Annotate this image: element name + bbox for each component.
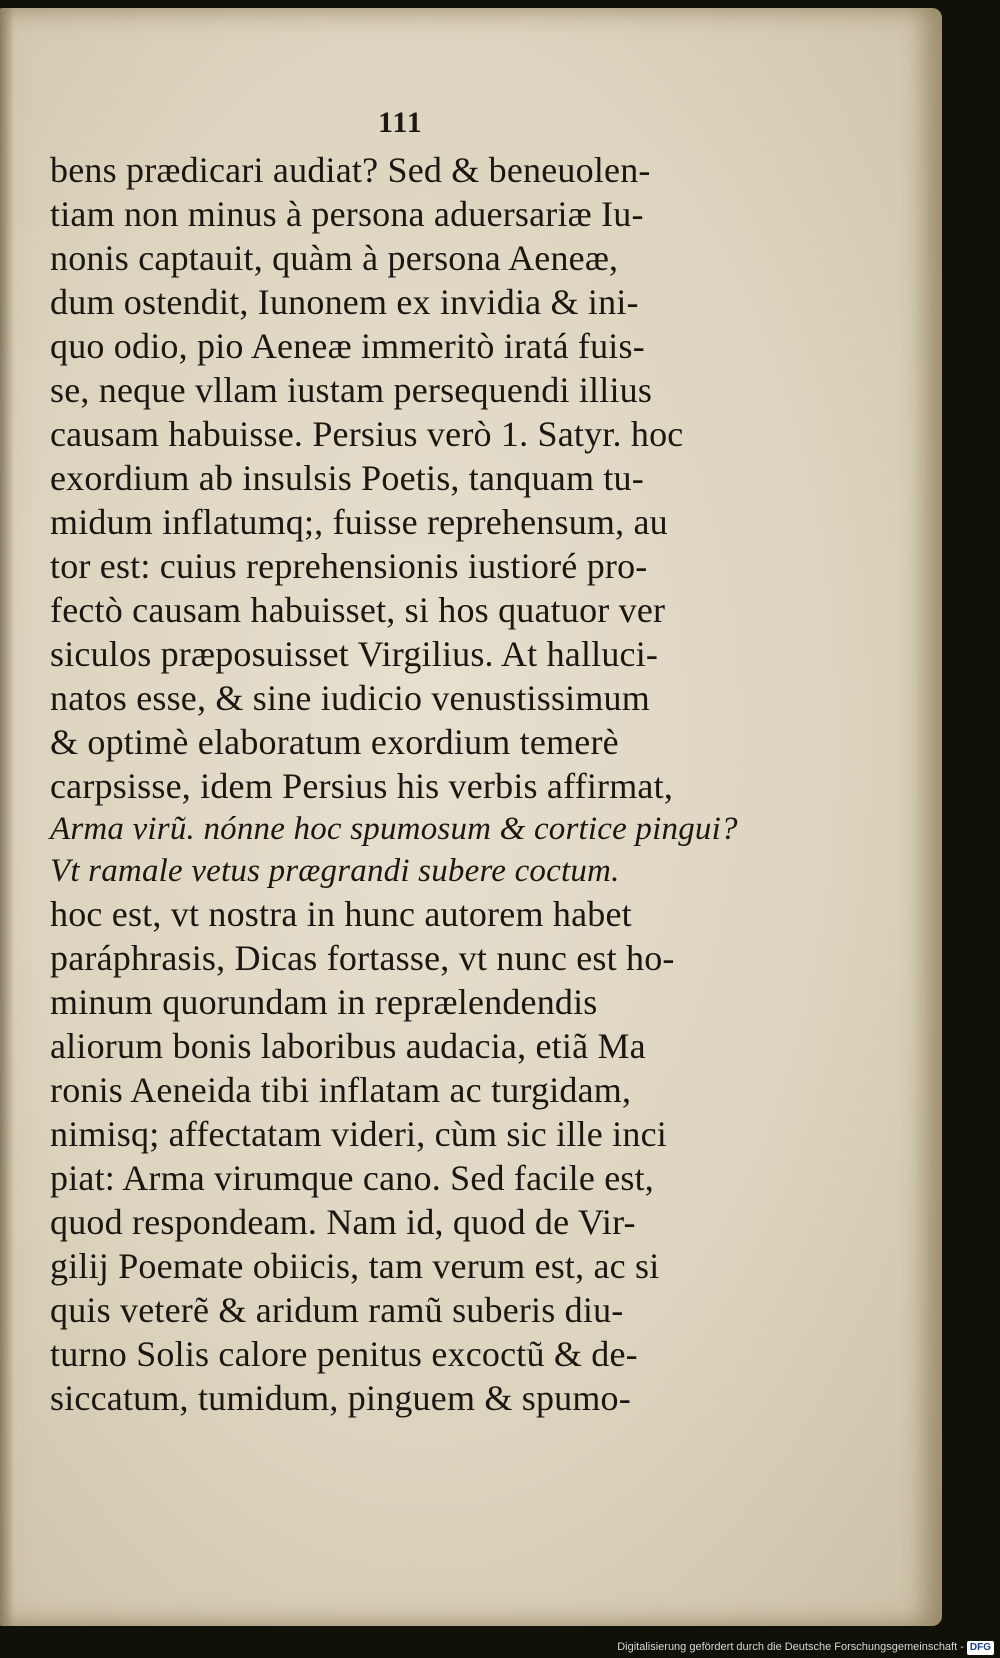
text-line: gilij Poemate obiicis, tam verum est, ac si <box>50 1246 660 1286</box>
text-line: turno Solis calore penitus excoctũ & de- <box>50 1334 638 1374</box>
text-line: paráphrasis, Dicas fortasse, vt nunc est ho- <box>50 938 675 978</box>
text-line: exordium ab insulsis Poetis, tanquam tu- <box>50 458 644 498</box>
text-line: piat: Arma virumque cano. Sed facile est, <box>50 1158 655 1198</box>
text-line: aliorum bonis laboribus audacia, etiã Ma <box>50 1026 646 1066</box>
text-line: dum ostendit, Iunonem ex invidia & ini- <box>50 282 639 322</box>
text-line: bens prædicari audiat? Sed & beneuolen- <box>50 150 651 190</box>
text-line: minum quorundam in reprælendendis <box>50 982 598 1022</box>
text-block <box>50 148 766 1420</box>
text-line: hoc est, vt nostra in hunc autorem habet <box>50 894 632 934</box>
text-line: & optimè elaboratum exordium temerè <box>50 722 619 762</box>
text-line: quis veterẽ & aridum ramũ suberis diu- <box>50 1290 624 1330</box>
text-line: quo odio, pio Aeneæ immeritò iratá fuis- <box>50 326 645 366</box>
text-line: quod respondeam. Nam id, quod de Vir- <box>50 1202 636 1242</box>
text-line: tor est: cuius reprehensionis iustioré pro- <box>50 546 648 586</box>
digitization-credit <box>594 1638 994 1656</box>
text-line: siculos præposuisset Virgilius. At halluci- <box>50 634 659 674</box>
text-line: nonis captauit, quàm à persona Aeneæ, <box>50 238 619 278</box>
page-number: 111 <box>378 106 423 139</box>
text-line: nimisq; affectatam videri, cùm sic ille inci <box>50 1114 667 1154</box>
page-spine-shadow <box>0 8 14 1626</box>
quote-line: Vt ramale vetus prægrandi subere coctum. <box>50 853 620 889</box>
text-line: fectò causam habuisset, si hos quatuor ver <box>50 590 666 630</box>
text-line: ronis Aeneida tibi inflatam ac turgidam, <box>50 1070 632 1110</box>
text-line: causam habuisse. Persius verò 1. Satyr. hoc <box>50 414 684 454</box>
text-line: siccatum, tumidum, pinguem & spumo- <box>50 1378 631 1418</box>
text-line: midum inflatumq;, fuisse reprehensum, au <box>50 502 668 542</box>
quote-line: Arma virũ. nónne hoc spumosum & cortice pingui? <box>50 811 738 847</box>
text-line: carpsisse, idem Persius his verbis affirmat, <box>50 766 674 806</box>
book-page <box>0 8 942 1626</box>
dfg-logo: DFG <box>967 1641 994 1655</box>
text-line: natos esse, & sine iudicio venustissimum <box>50 678 650 718</box>
credit-text: Digitalisierung gefördert durch die Deutsche Forschungsgemeinschaft - <box>617 1641 964 1653</box>
text-line: tiam non minus à persona aduersariæ Iu- <box>50 194 644 234</box>
text-line: se, neque vllam iustam persequendi illius <box>50 370 653 410</box>
